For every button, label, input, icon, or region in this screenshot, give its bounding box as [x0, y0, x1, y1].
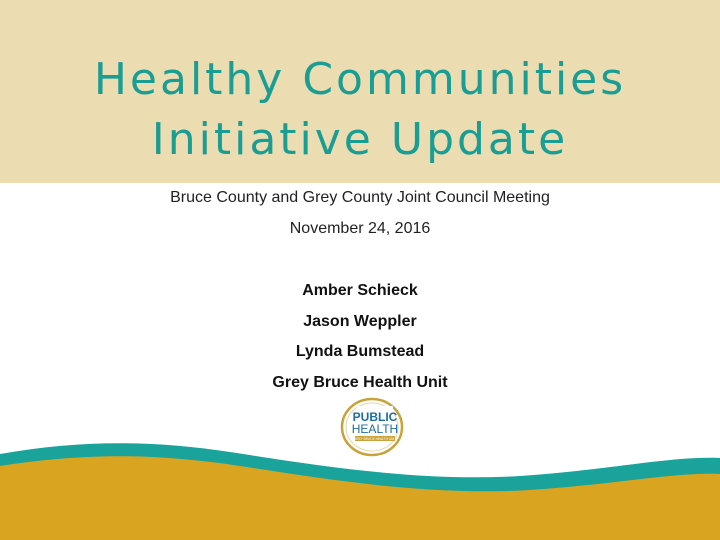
logo-text-public: PUBLIC [352, 410, 398, 424]
subtitle-meeting: Bruce County and Grey County Joint Council Meeting [170, 189, 550, 206]
title-line-1: Healthy Communities [93, 54, 627, 105]
decorative-wave [0, 430, 720, 540]
presenter-list [0, 276, 720, 398]
title-line-2: Initiative Update [151, 114, 569, 165]
presenter-name: Amber Schieck [302, 282, 418, 299]
slide-title [0, 50, 720, 170]
presenter-name: Lynda Bumstead [295, 343, 425, 360]
logo-text-unit: GREY BRUCE HEALTH UNIT [353, 437, 397, 441]
logo-text-health: HEALTH [351, 422, 399, 436]
presenter-name: Jason Weppler [303, 312, 417, 330]
subtitle-date: November 24, 2016 [289, 220, 431, 237]
organization-name: Grey Bruce Health Unit [272, 373, 448, 391]
